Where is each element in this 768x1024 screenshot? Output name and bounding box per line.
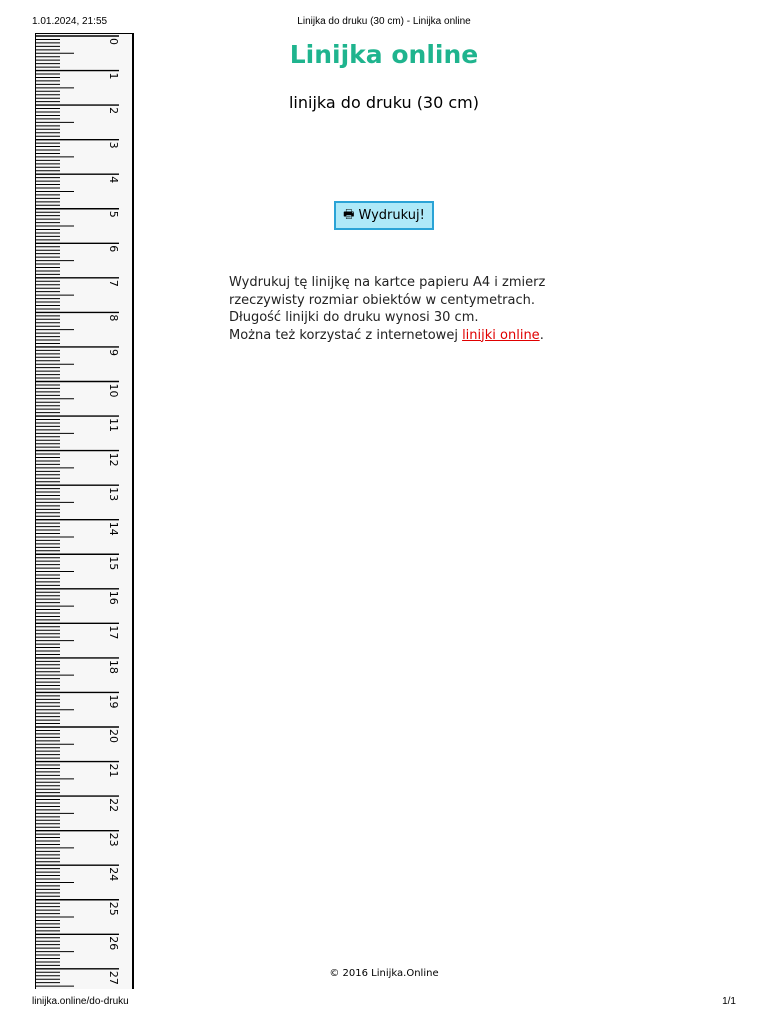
ruler-label: 1 [107, 72, 120, 80]
ruler-label: 14 [107, 521, 120, 536]
ruler-label: 12 [107, 452, 120, 467]
ruler-label: 7 [107, 279, 120, 287]
ruler-label: 17 [107, 625, 120, 640]
online-ruler-link[interactable]: linijki online [462, 327, 540, 343]
ruler-label: 23 [107, 832, 120, 847]
ruler-label: 0 [107, 38, 120, 45]
description-line-1: Wydrukuj tę linijkę na kartce papieru A4 i zmierz rzeczywisty rozmiar obiektów w centymetrach. [229, 275, 546, 308]
ruler-label: 15 [107, 556, 120, 571]
print-button-label: Wydrukuj! [358, 208, 425, 223]
ruler-label: 19 [107, 694, 120, 709]
ruler-label: 8 [107, 314, 120, 322]
ruler-label: 6 [107, 245, 120, 253]
print-datetime: 1.01.2024, 21:55 [32, 16, 108, 27]
ruler-label: 20 [107, 729, 120, 743]
ruler-label: 25 [107, 901, 120, 916]
print-page-title: Linijka do druku (30 cm) - Linijka online [297, 16, 471, 27]
description-line-3-prefix: Można też korzystać z internetowej [229, 327, 463, 343]
site-title: Linijka online [289, 40, 479, 69]
ruler-scale [36, 34, 134, 989]
description-line-2: Długość linijki do druku wynosi 30 cm. [229, 310, 479, 325]
print-page-count: 1/1 [722, 996, 736, 1007]
ruler-label: 21 [107, 763, 120, 778]
ruler-label: 13 [107, 487, 120, 502]
description-text [229, 274, 549, 344]
ruler-label: 10 [107, 383, 120, 398]
page-subtitle: linijka do druku (30 cm) [288, 93, 479, 112]
printer-icon: 🖶 [343, 207, 355, 221]
ruler-label: 3 [107, 141, 120, 149]
ruler-label: 5 [107, 210, 120, 218]
ruler-label: 26 [107, 936, 120, 951]
print-header [0, 16, 768, 30]
ruler-label: 24 [107, 867, 120, 882]
print-url: linijka.online/do-druku [32, 996, 129, 1007]
printable-ruler [35, 33, 134, 989]
description-line-3-suffix: . [539, 327, 544, 343]
ruler-label: 22 [107, 798, 120, 813]
ruler-label: 11 [107, 418, 120, 433]
print-button[interactable] [334, 201, 434, 230]
ruler-label: 27 [107, 970, 120, 985]
ruler-label: 18 [107, 659, 120, 674]
ruler-label: 16 [107, 590, 120, 605]
print-footer [0, 996, 768, 1010]
ruler-label: 2 [107, 107, 120, 115]
copyright-notice: © 2016 Linijka.Online [329, 968, 439, 979]
ruler-label: 9 [107, 348, 120, 356]
ruler-label: 4 [107, 176, 120, 184]
